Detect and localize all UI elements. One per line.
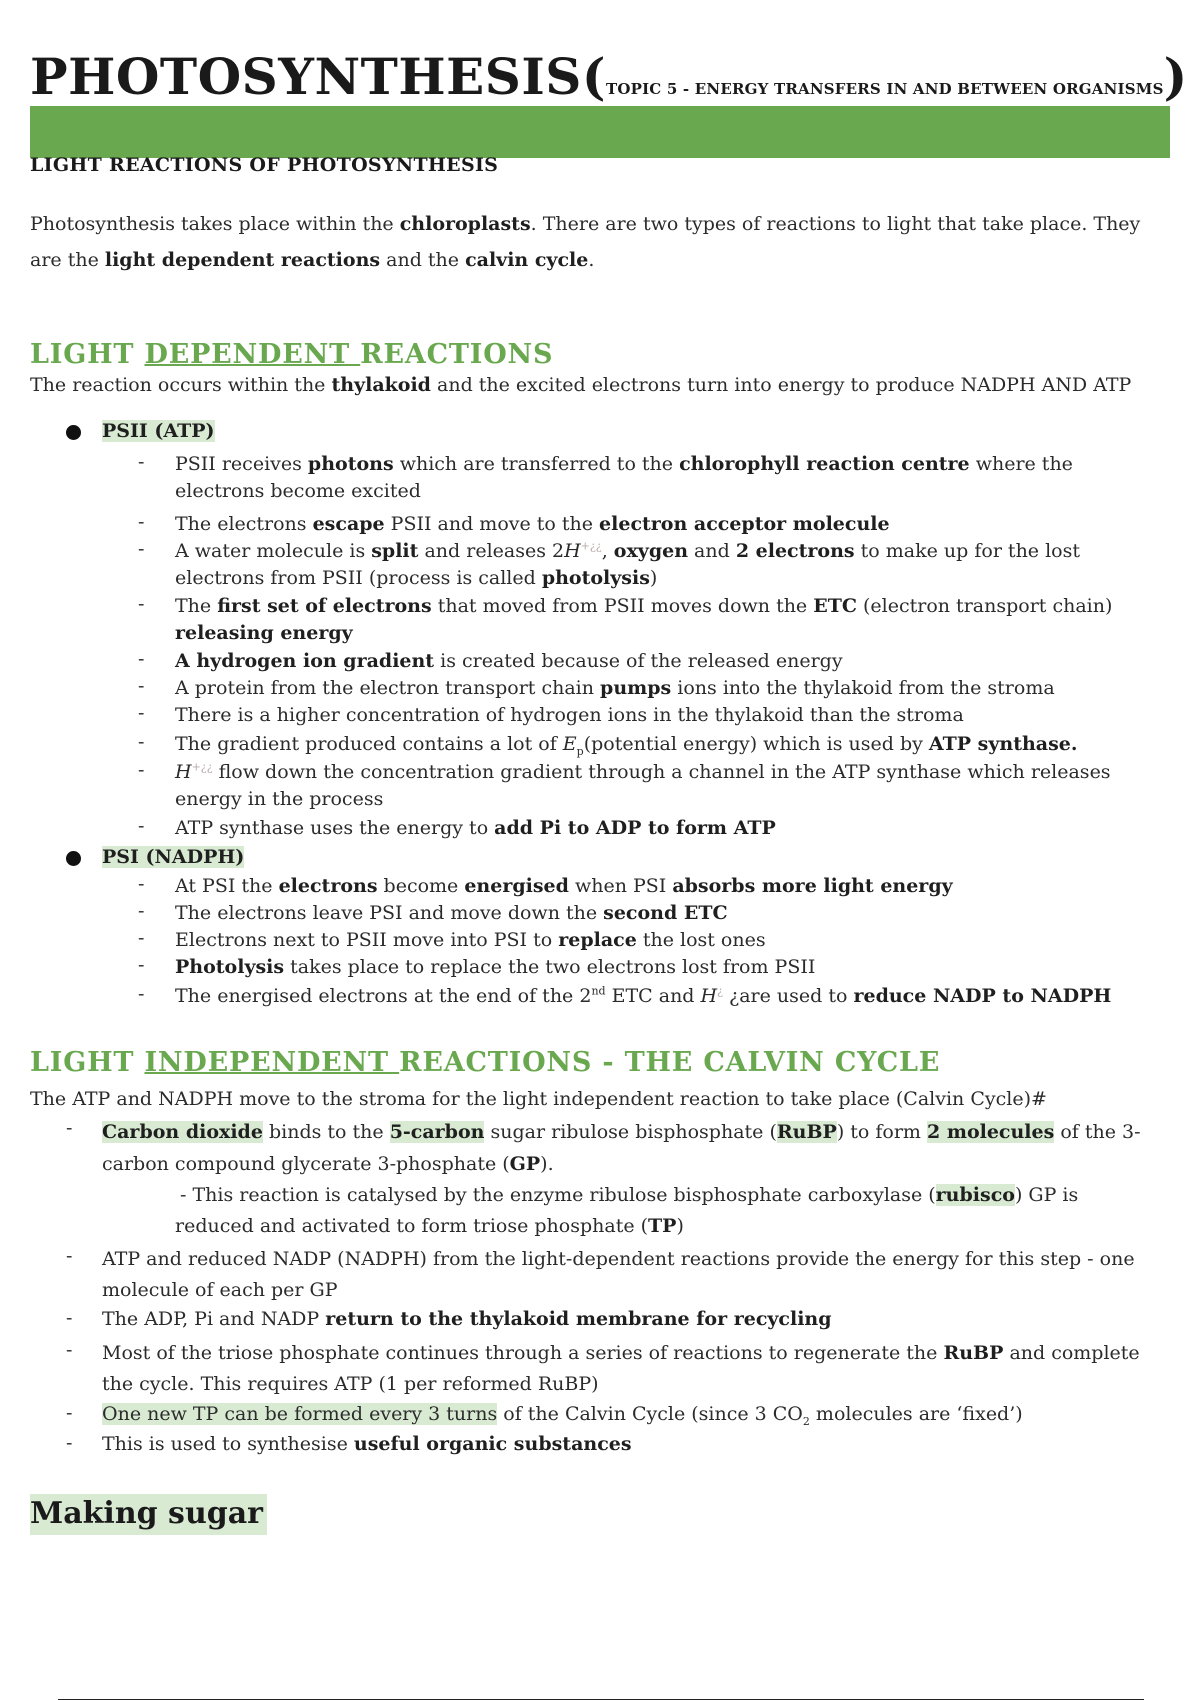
dash: - (138, 702, 145, 724)
dash: - (138, 815, 145, 837)
psii-item-1: PSII receives photons which are transferred to the chlorophyll reaction centre where the electrons become excited (175, 453, 1073, 502)
psi-item-3: Electrons next to PSII move into PSI to replace the lost ones (175, 929, 766, 951)
heading-light-dependent: LIGHT DEPENDENT REACTIONS (30, 339, 554, 370)
dash: - (138, 451, 145, 473)
dash: - (138, 538, 145, 560)
dash: - (138, 900, 145, 922)
psii-item-2: The electrons escape PSII and move to the electron acceptor molecule (175, 513, 890, 535)
section-subtitle: LIGHT REACTIONS OF PHOTOSYNTHESIS (30, 154, 499, 176)
page-title: PHOTOSYNTHESIS(TOPIC 5 - ENERGY TRANSFERS IN AND BETWEEN ORGANISMS) (30, 47, 1188, 106)
psi-item-2: The electrons leave PSI and move down the second ETC (175, 902, 728, 924)
dash: - (138, 593, 145, 615)
psii-item-3: A water molecule is split and releases 2H+¿¿, oxygen and 2 electrons to make up for the lost electrons from PSII (process is called photolysis) (175, 539, 1080, 589)
dash: - (66, 1307, 73, 1329)
lir-item-5: One new TP can be formed every 3 turns of the Calvin Cycle (since 3 $CO_2$ molecules are ‘fixed’) (102, 1403, 1023, 1428)
dash: - (66, 1402, 73, 1424)
psii-label: PSII (ATP) (102, 420, 215, 442)
lir-item-1: Carbon dioxide binds to the 5-carbon sugar ribulose bisphosphate (RuBP) to form 2 molecules of the 3- carbon compound glycerate 3-phosphate (GP). (102, 1121, 1141, 1175)
dash: - (138, 511, 145, 533)
dash: - (138, 954, 145, 976)
psi-item-4: Photolysis takes place to replace the two electrons lost from PSII (175, 956, 816, 978)
bullet-psi (66, 851, 81, 866)
title-green-bar (30, 106, 1170, 158)
lir-item-3: The ADP, Pi and NADP return to the thylakoid membrane for recycling (102, 1308, 832, 1330)
dash: - (138, 648, 145, 670)
heading-making-sugar: Making sugar (30, 1494, 267, 1535)
psii-item-9: H+¿¿ flow down the concentration gradient through a channel in the ATP synthase which releases energy in the process (175, 760, 1111, 810)
dash: - (138, 731, 145, 753)
ldr-lead-text: The reaction occurs within the thylakoid and the excited electrons turn into energy to produce NADPH AND ATP (30, 374, 1132, 396)
lir-item-4: Most of the triose phosphate continues through a series of reactions to regenerate the RuBP and complete the cycle. This requires ATP (1 per reformed RuBP) (102, 1342, 1140, 1395)
psii-item-7: There is a higher concentration of hydrogen ions in the thylakoid than the stroma (175, 704, 964, 726)
psi-item-5: The energised electrons at the end of the 2nd ETC and H¿ ¿are used to reduce NADP to NADPH (175, 984, 1112, 1007)
heading-light-independent: LIGHT INDEPENDENT REACTIONS - THE CALVIN CYCLE (30, 1047, 941, 1078)
dash: - (66, 1432, 73, 1454)
lir-item-2: ATP and reduced NADP (NADPH) from the light-dependent reactions provide the energy for this step - one molecule of each per GP (102, 1248, 1135, 1301)
psi-label: PSI (NADPH) (102, 846, 245, 868)
lir-lead-text: The ATP and NADPH move to the stroma for the light independent reaction to take place (Calvin Cycle)# (30, 1088, 1047, 1110)
dash: - (138, 759, 145, 781)
dash: - (138, 983, 145, 1005)
dash: - (66, 1339, 73, 1361)
bullet-psii (66, 425, 81, 440)
lir-item-6: This is used to synthesise useful organic substances (102, 1433, 632, 1455)
dash: - (66, 1117, 73, 1139)
dash: - (66, 1245, 73, 1267)
intro-paragraph: Photosynthesis takes place within the chloroplasts. There are two types of reactions to light that take place. They are the light dependent reactions and the calvin cycle. (30, 213, 1141, 271)
psii-item-6: A protein from the electron transport chain pumps ions into the thylakoid from the stroma (175, 677, 1055, 699)
psii-item-10: ATP synthase uses the energy to add Pi to ADP to form ATP (175, 817, 776, 839)
dash: - (138, 675, 145, 697)
dash: - (138, 927, 145, 949)
topic-label: TOPIC 5 - ENERGY TRANSFERS IN AND BETWEEN ORGANISMS (605, 80, 1164, 98)
psii-item-4: The first set of electrons that moved from PSII moves down the ETC (electron transport chain) releasing energy (175, 595, 1113, 644)
psii-item-5: A hydrogen ion gradient is created because of the released energy (175, 650, 843, 672)
psii-item-8: The gradient produced contains a lot of $E_p(potential$ energy) which is used by ATP synthase. (175, 733, 1078, 758)
dash: - (138, 873, 145, 895)
psi-item-1: At PSI the electrons become energised when PSI absorbs more light energy (175, 875, 953, 897)
lir-item-1-sub: - This reaction is catalysed by the enzyme ribulose bisphosphate carboxylase (rubisco) GP is reduced and activated to form triose phosphate (TP) (175, 1184, 1079, 1237)
